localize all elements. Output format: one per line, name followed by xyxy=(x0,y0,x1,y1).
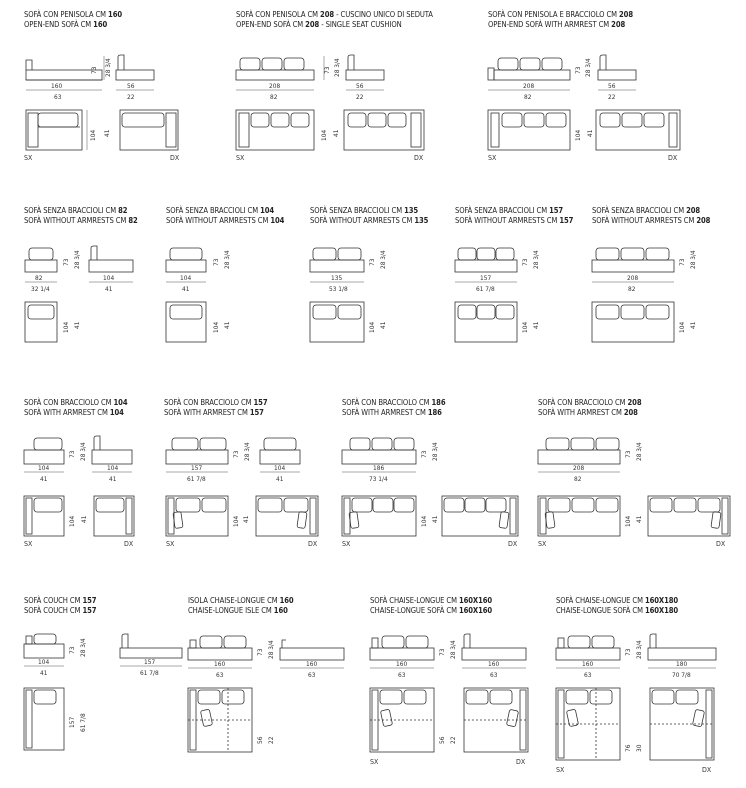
title-en-text: SOFÀ WITHOUT ARMRESTS CM xyxy=(166,216,271,225)
depth-in: 41 xyxy=(276,475,284,483)
width-in: 61 7/8 xyxy=(187,475,206,483)
depth-cm: 56 xyxy=(608,82,616,90)
width-cm: 208 xyxy=(573,464,585,472)
front-elevation xyxy=(236,58,314,80)
width-cm: 135 xyxy=(331,274,343,282)
label-dx: DX xyxy=(716,540,726,548)
module-open-end-208-single xyxy=(236,10,476,170)
module-drawing xyxy=(24,10,224,170)
module-armrest-157 xyxy=(164,398,339,558)
plan-view xyxy=(188,688,252,752)
front-elevation xyxy=(24,634,64,658)
plan-left xyxy=(342,496,416,536)
title-en-size: 208 xyxy=(696,216,711,225)
title-it-text: ISOLA CHAISE-LONGUE CM xyxy=(188,596,280,605)
plan-depth-cm: 104 xyxy=(62,321,70,333)
depth-cm: 160 xyxy=(306,660,318,668)
plan-view xyxy=(24,688,64,750)
module-drawing xyxy=(166,206,306,346)
title-it-text: SOFÀ CHAISE-LONGUE CM xyxy=(556,596,645,605)
plan-right xyxy=(94,496,134,536)
side-elevation xyxy=(648,634,716,660)
width-in: 63 xyxy=(584,671,592,679)
height-in: 28 3/4 xyxy=(449,640,457,659)
width-in: 32 1/4 xyxy=(31,285,50,293)
plan-depth-cm: 104 xyxy=(574,129,582,141)
title-en-text: SOFÀ WITHOUT ARMRESTS CM xyxy=(455,216,560,225)
module-armrest-104 xyxy=(24,398,164,558)
module-drawing xyxy=(556,596,736,776)
title-en-text: CHAISE-LONGUE ISLE CM xyxy=(188,606,274,615)
width-cm: 160 xyxy=(214,660,226,668)
plan-depth-cm: 104 xyxy=(320,129,328,141)
depth-in: 41 xyxy=(105,285,113,293)
height-cm: 73 xyxy=(256,648,264,656)
width-in: 82 xyxy=(628,285,636,293)
width-cm: 186 xyxy=(373,464,385,472)
module-drawing xyxy=(24,596,174,766)
side-elevation xyxy=(92,436,132,464)
module-drawing xyxy=(592,206,737,346)
title-it-text: SOFÀ CHAISE-LONGUE CM xyxy=(370,596,459,605)
title-it-text: SOFÀ SENZA BRACCIOLI CM xyxy=(455,206,550,215)
plan-depth-in: 41 xyxy=(242,515,250,523)
height-cm: 73 xyxy=(90,66,98,74)
depth-in: 22 xyxy=(127,93,135,101)
title-en-size: 104 xyxy=(270,216,285,225)
module-drawing xyxy=(164,398,339,558)
width-in: 53 1/8 xyxy=(329,285,348,293)
depth-in: 63 xyxy=(490,671,498,679)
side-elevation xyxy=(89,246,133,272)
plan-depth-cm: 104 xyxy=(624,515,632,527)
title-it-size: 186 xyxy=(431,398,446,407)
module-drawing xyxy=(370,596,550,772)
title-en-text: SOFÀ WITHOUT ARMRESTS CM xyxy=(24,216,129,225)
plan-depth-cm: 104 xyxy=(368,321,376,333)
label-dx: DX xyxy=(668,154,678,162)
plan-depth-in: 30 xyxy=(635,744,643,752)
height-cm: 73 xyxy=(574,66,582,74)
side-elevation xyxy=(598,55,636,80)
plan-depth-cm: 104 xyxy=(420,515,428,527)
depth-in: 61 7/8 xyxy=(140,669,159,677)
depth-in: 22 xyxy=(356,93,364,101)
height-in: 28 3/4 xyxy=(431,442,439,461)
title-en-text: OPEN-END SOFÀ CM xyxy=(236,20,306,29)
front-elevation xyxy=(488,58,570,80)
depth-cm: 104 xyxy=(274,464,286,472)
module-open-end-armrest-208 xyxy=(488,10,718,170)
plan-depth-cm: 56 xyxy=(438,736,446,744)
title-en-size: 160 xyxy=(93,20,108,29)
height-in: 28 3/4 xyxy=(79,442,87,461)
title-en-size: 160 xyxy=(273,606,288,615)
module-open-end-160 xyxy=(24,10,224,170)
height-cm: 73 xyxy=(368,258,376,266)
title-it-size: 208 xyxy=(686,206,701,215)
width-in: 41 xyxy=(40,669,48,677)
depth-in: 41 xyxy=(109,475,117,483)
side-elevation xyxy=(280,640,344,660)
title-en-size: 157 xyxy=(82,606,97,615)
plan-depth-in: 41 xyxy=(73,321,81,329)
width-in: 41 xyxy=(40,475,48,483)
module-drawing xyxy=(236,10,476,170)
width-in: 82 xyxy=(270,93,278,101)
module-chaise-sofa-160x180 xyxy=(556,596,736,776)
width-in: 63 xyxy=(398,671,406,679)
plan-left xyxy=(538,496,620,536)
width-in: 41 xyxy=(182,285,190,293)
label-sx: SX xyxy=(24,540,33,548)
plan-right xyxy=(596,110,680,150)
plan-depth-in: 22 xyxy=(449,736,457,744)
height-cm: 73 xyxy=(521,258,529,266)
height-cm: 73 xyxy=(68,646,76,654)
plan-depth-cm: 104 xyxy=(232,515,240,527)
height-in: 28 3/4 xyxy=(379,250,387,269)
plan-right xyxy=(256,496,318,536)
module-no-armrest-135 xyxy=(310,206,450,346)
label-dx: DX xyxy=(170,154,180,162)
depth-cm: 56 xyxy=(356,82,364,90)
plan-left xyxy=(166,496,228,536)
plan-left xyxy=(488,110,570,150)
label-sx: SX xyxy=(342,540,351,548)
width-in: 63 xyxy=(216,671,224,679)
plan-left xyxy=(236,110,314,150)
front-elevation xyxy=(538,438,620,464)
width-in: 63 xyxy=(54,93,62,101)
height-cm: 73 xyxy=(212,258,220,266)
width-cm: 157 xyxy=(480,274,492,282)
title-en-text: SOFÀ WITH ARMREST CM xyxy=(164,408,250,417)
plan-depth-in: 41 xyxy=(80,515,88,523)
width-in: 73 1/4 xyxy=(369,475,388,483)
plan-depth-in: 61 7/8 xyxy=(79,713,87,732)
depth-cm: 56 xyxy=(127,82,135,90)
title-it-size: 157 xyxy=(549,206,564,215)
module-drawing xyxy=(342,398,532,558)
title-en-text: CHAISE-LONGUE SOFÀ CM xyxy=(370,606,459,615)
plan-view xyxy=(166,302,206,342)
title-it-text: SOFÀ CON PENISOLA E BRACCIOLO CM xyxy=(488,10,620,19)
front-elevation xyxy=(24,438,64,464)
depth-cm: 104 xyxy=(103,274,115,282)
height-cm: 73 xyxy=(62,258,70,266)
title-it-size: 104 xyxy=(113,398,128,407)
width-cm: 160 xyxy=(582,660,594,668)
width-cm: 160 xyxy=(396,660,408,668)
height-cm: 73 xyxy=(420,450,428,458)
width-cm: 208 xyxy=(269,82,281,90)
title-it-text: SOFÀ CON BRACCIOLO CM xyxy=(538,398,628,407)
module-drawing xyxy=(188,596,368,766)
title-it-size: 208 xyxy=(320,10,335,19)
depth-cm: 160 xyxy=(488,660,500,668)
plan-depth-cm: 104 xyxy=(521,321,529,333)
height-in: 28 3/4 xyxy=(79,638,87,657)
plan-left xyxy=(370,688,434,752)
plan-depth-in: 41 xyxy=(223,321,231,329)
title-it-text: SOFÀ SENZA BRACCIOLI CM xyxy=(24,206,119,215)
title-en-size: 157 xyxy=(249,408,264,417)
module-couch-157 xyxy=(24,596,174,766)
height-in: 28 3/4 xyxy=(584,58,592,77)
module-drawing xyxy=(24,398,164,558)
depth-in: 22 xyxy=(608,93,616,101)
module-drawing xyxy=(24,206,164,346)
title-it-text: SOFÀ CON BRACCIOLO CM xyxy=(24,398,114,407)
front-elevation xyxy=(166,248,206,272)
height-in: 28 3/4 xyxy=(104,58,112,77)
width-in: 82 xyxy=(574,475,582,483)
plan-depth-in: 41 xyxy=(635,515,643,523)
title-it-text: SOFÀ COUCH CM xyxy=(24,596,83,605)
title-it-text: SOFÀ CON BRACCIOLO CM xyxy=(342,398,432,407)
width-cm: 104 xyxy=(38,464,50,472)
front-elevation xyxy=(188,636,252,660)
title-it-size: 104 xyxy=(260,206,275,215)
height-cm: 73 xyxy=(678,258,686,266)
title-en-size: 157 xyxy=(559,216,574,225)
module-no-armrest-208 xyxy=(592,206,737,346)
front-elevation xyxy=(310,248,364,272)
height-in: 28 3/4 xyxy=(532,250,540,269)
plan-view xyxy=(592,302,674,342)
front-elevation xyxy=(592,248,674,272)
title-en-size: 186 xyxy=(427,408,442,417)
title-en-text: SOFÀ WITH ARMREST CM xyxy=(342,408,428,417)
side-elevation xyxy=(462,634,526,660)
width-cm: 104 xyxy=(180,274,192,282)
label-sx: SX xyxy=(488,154,497,162)
side-elevation xyxy=(346,55,384,80)
plan-depth-cm: 56 xyxy=(256,736,264,744)
height-cm: 73 xyxy=(68,450,76,458)
title-it-size: 135 xyxy=(404,206,419,215)
height-in: 28 3/4 xyxy=(243,442,251,461)
module-chaise-isle-160 xyxy=(188,596,368,766)
height-in: 28 3/4 xyxy=(267,640,275,659)
label-sx: SX xyxy=(166,540,175,548)
plan-right xyxy=(120,110,178,150)
title-en-size: 160X180 xyxy=(644,606,679,615)
plan-right xyxy=(650,688,714,760)
front-elevation xyxy=(342,438,416,464)
label-sx: SX xyxy=(538,540,547,548)
plan-depth-in: 22 xyxy=(267,736,275,744)
plan-depth-in: 41 xyxy=(103,129,111,137)
plan-left xyxy=(556,688,620,760)
title-it-size: 208 xyxy=(627,398,642,407)
title-it-text: SOFÀ CON PENISOLA CM xyxy=(24,10,109,19)
module-drawing xyxy=(488,10,718,170)
plan-depth-cm: 104 xyxy=(212,321,220,333)
plan-right xyxy=(648,496,730,536)
title-en-text: OPEN-END SOFÀ CM xyxy=(24,20,94,29)
width-cm: 208 xyxy=(627,274,639,282)
width-cm: 208 xyxy=(523,82,535,90)
height-cm: 73 xyxy=(438,648,446,656)
module-no-armrest-157 xyxy=(455,206,595,346)
title-en-text: SOFÀ WITH ARMREST CM xyxy=(24,408,110,417)
module-armrest-186 xyxy=(342,398,532,558)
width-cm: 160 xyxy=(51,82,63,90)
front-elevation xyxy=(556,636,620,660)
title-en-text: SOFÀ COUCH CM xyxy=(24,606,83,615)
plan-depth-in: 41 xyxy=(689,321,697,329)
plan-depth-in: 41 xyxy=(379,321,387,329)
front-elevation xyxy=(370,636,434,660)
height-in: 28 3/4 xyxy=(73,250,81,269)
label-sx: SX xyxy=(236,154,245,162)
plan-left xyxy=(26,110,82,150)
plan-depth-cm: 104 xyxy=(68,515,76,527)
title-en-size: 82 xyxy=(128,216,138,225)
label-dx: DX xyxy=(308,540,318,548)
plan-depth-cm: 104 xyxy=(89,129,97,141)
label-dx: DX xyxy=(414,154,424,162)
height-cm: 73 xyxy=(624,648,632,656)
title-it-text: SOFÀ SENZA BRACCIOLI CM xyxy=(592,206,687,215)
label-dx: DX xyxy=(516,758,526,766)
label-sx: SX xyxy=(24,154,33,162)
title-it-text: SOFÀ CON PENISOLA CM xyxy=(236,10,321,19)
depth-in: 63 xyxy=(308,671,316,679)
title-it-size: 160 xyxy=(279,596,294,605)
height-in: 28 3/4 xyxy=(223,250,231,269)
title-it-tail: - CUSCINO UNICO DI SEDUTA xyxy=(334,10,433,19)
module-drawing xyxy=(538,398,738,558)
label-sx: SX xyxy=(370,758,379,766)
plan-view xyxy=(310,302,364,342)
height-in: 28 3/4 xyxy=(333,58,341,77)
height-in: 28 3/4 xyxy=(635,640,643,659)
plan-depth-in: 41 xyxy=(431,515,439,523)
plan-view xyxy=(25,302,57,342)
height-cm: 73 xyxy=(323,66,331,74)
title-en-text: SOFÀ WITHOUT ARMRESTS CM xyxy=(592,216,697,225)
plan-depth-in: 41 xyxy=(332,129,340,137)
title-en-tail: - SINGLE SEAT CUSHION xyxy=(319,20,402,29)
title-en-text: OPEN-END SOFÀ WITH ARMREST CM xyxy=(488,20,612,29)
plan-depth-in: 41 xyxy=(586,129,594,137)
depth-cm: 157 xyxy=(144,658,156,666)
side-elevation xyxy=(116,55,154,80)
title-it-text: SOFÀ CON BRACCIOLO CM xyxy=(164,398,254,407)
title-en-text: SOFÀ WITHOUT ARMRESTS CM xyxy=(310,216,415,225)
width-cm: 104 xyxy=(38,658,50,666)
width-cm: 82 xyxy=(35,274,43,282)
label-dx: DX xyxy=(508,540,518,548)
label-dx: DX xyxy=(702,766,712,774)
title-en-size: 135 xyxy=(414,216,429,225)
title-en-size: 208 xyxy=(623,408,638,417)
module-chaise-sofa-160x160 xyxy=(370,596,550,772)
height-in: 28 3/4 xyxy=(635,442,643,461)
side-elevation xyxy=(120,634,182,658)
title-it-size: 157 xyxy=(253,398,268,407)
title-it-text: SOFÀ SENZA BRACCIOLI CM xyxy=(166,206,261,215)
title-it-size: 160X160 xyxy=(458,596,493,605)
plan-right xyxy=(464,688,528,752)
title-en-size: 160X160 xyxy=(458,606,493,615)
depth-cm: 180 xyxy=(676,660,688,668)
title-en-size: 208 xyxy=(305,20,320,29)
front-elevation xyxy=(455,248,517,272)
front-elevation xyxy=(25,248,57,272)
title-it-size: 160 xyxy=(108,10,123,19)
title-it-size: 208 xyxy=(619,10,633,19)
module-armrest-208 xyxy=(538,398,738,558)
module-drawing xyxy=(455,206,595,346)
title-en-text: SOFÀ WITH ARMREST CM xyxy=(538,408,624,417)
plan-depth-cm: 157 xyxy=(68,716,76,728)
plan-left xyxy=(24,496,64,536)
module-drawing xyxy=(310,206,450,346)
title-en-size: 208 xyxy=(611,20,626,29)
width-cm: 157 xyxy=(191,464,203,472)
label-sx: SX xyxy=(556,766,565,774)
plan-depth-in: 41 xyxy=(532,321,540,329)
width-in: 61 7/8 xyxy=(476,285,495,293)
module-no-armrest-104 xyxy=(166,206,306,346)
title-it-size: 82 xyxy=(118,206,128,215)
label-dx: DX xyxy=(124,540,134,548)
plan-depth-cm: 76 xyxy=(624,744,632,752)
title-en-text: CHAISE-LONGUE SOFÀ CM xyxy=(556,606,645,615)
side-elevation xyxy=(260,438,300,464)
title-it-size: 160X180 xyxy=(644,596,679,605)
depth-in: 70 7/8 xyxy=(672,671,691,679)
title-it-text: SOFÀ SENZA BRACCIOLI CM xyxy=(310,206,405,215)
width-in: 82 xyxy=(524,93,532,101)
plan-right xyxy=(442,496,518,536)
front-elevation xyxy=(166,438,228,464)
module-no-armrest-82 xyxy=(24,206,164,346)
title-en-size: 104 xyxy=(109,408,124,417)
height-in: 28 3/4 xyxy=(689,250,697,269)
plan-depth-cm: 104 xyxy=(678,321,686,333)
depth-cm: 104 xyxy=(107,464,119,472)
title-it-size: 157 xyxy=(82,596,97,605)
plan-right xyxy=(344,110,424,150)
height-cm: 73 xyxy=(232,450,240,458)
height-cm: 73 xyxy=(624,450,632,458)
plan-view xyxy=(455,302,517,342)
